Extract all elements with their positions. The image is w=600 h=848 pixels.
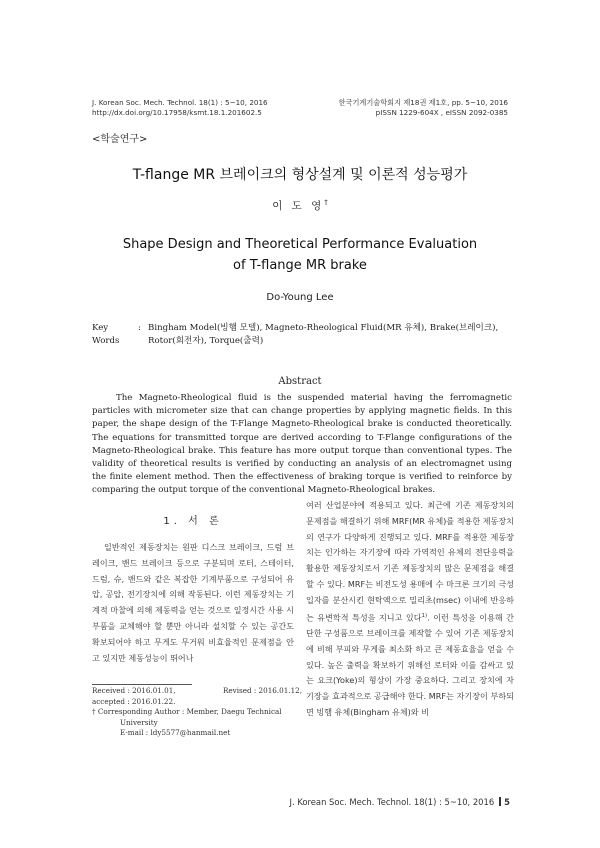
keywords [92, 322, 512, 348]
keywords-label: Key Words [92, 323, 120, 346]
affiliation-university: University [120, 717, 158, 727]
accepted-date: accepted : 2016.01.22. [92, 696, 176, 706]
corresponding-author: † Corresponding Author : Member, Daegu Technical [92, 707, 282, 716]
received-date: Received : 2016.01.01, [92, 686, 176, 695]
intro-right-text-b: . 이런 특성을 이용해 간단한 구성품으로 브레이크를 제작할 수 있어 기존 제동장치에 비해 부피와 무게를 최소화 하고 큰 제동효율을 얻을 수 있다. 높은 출력을 확보하기 위해선 로터와 이를 감싸고 있는 요크(Yoke)의 형상이 가장 중요하다. 그리고 장치에 자기장을 효과적으로 공급해야 한다. MRF는 자기장이 부하되면 빙햄 유체(Bingham 유체)와 비 [306, 612, 515, 718]
page-number: 5 [504, 797, 510, 807]
footnote-divider [92, 684, 192, 685]
journal-info-header [339, 98, 508, 118]
revised-date: Revised : 2016.01.12, [223, 686, 302, 695]
author-email[interactable]: E-mail : ldy5577@hanmail.net [120, 728, 231, 737]
footnote [92, 686, 302, 739]
korean-author [0, 198, 600, 213]
korean-title: T-flange MR 브레이크의 형상설계 및 이론적 성능평가 [132, 167, 468, 183]
issn-info: pISSN 1229-604X , eISSN 2092-0385 [375, 108, 508, 117]
english-author: Do-Young Lee [266, 292, 334, 303]
keywords-colon: : [138, 323, 141, 333]
intro-left-column: 일반적인 제동장치는 원판 디스크 브레이크, 드럼 브레이크, 밴드 브레이크 등으로 구분되며 로터, 스테이터, 드럼, 슈, 밴드와 같은 복잡한 기계부품으로 구성되어 유압, 공압, 전기장치에 의해 작동된다. 이런 제동장치는 기계적 마찰에 의해 제동력을 얻는 것으로 일정시간 사용 시 부품을 교체해야 할 뿐만 아니라 설치할 수 있는 공간도 확보되어야 하고 무게도 무거워 비효율적인 문제점을 안고 있지만 제동성능이 뛰어나 [92, 542, 294, 663]
article-category: <학술연구> [92, 134, 148, 145]
keywords-text: Bingham Model(빙햄 모델), Magneto-Rheological Fluid(MR 유체), Brake(브레이크), Rotor(회전자), Torque(출력) [148, 323, 499, 346]
footnote-dates [92, 686, 302, 697]
reference-mark: 1) [421, 612, 428, 619]
journal-korean-info: 한국기계기술학회지 제18권 제1호, pp. 5~10, 2016 [338, 98, 508, 107]
footer-citation: J. Korean Soc. Mech. Technol. 18(1) : 5~10, 2016 [289, 797, 495, 807]
english-title [0, 234, 600, 276]
korean-author-name: 이 도 영 [272, 200, 325, 212]
journal-citation: J. Korean Soc. Mech. Technol. 18(1) : 5~10, 2016 [92, 98, 268, 107]
abstract-heading: Abstract [278, 376, 322, 387]
english-title-line1: Shape Design and Theoretical Performance Evaluation [122, 237, 478, 252]
intro-right-text-a: 여러 산업분야에 적용되고 있다. 최근에 기존 제동장치의 문제점을 해결하기 위해 MRF(MR 유체)를 적용한 제동장치의 연구가 다양하게 진행되고 있다. MRF를 적용한 제동장치는 인가하는 자기장에 따라 가역적인 유체의 전단응력을 활용한 제동장치로서 기존 제동장치의 많은 문제점을 해결할 수 있다. MRF는 비전도성 용매에 수 마크론 크기의 극성 입자를 분산시킨 현탁액으로 밀리초(msec) 이내에 반응하는 유변학적 특성을 지니고 있다 [306, 500, 514, 623]
page-footer [290, 797, 510, 807]
footer-separator [499, 797, 501, 806]
journal-citation-header [92, 98, 268, 118]
english-title-line2: of T-flange MR brake [233, 258, 367, 273]
section-heading-introduction: 1. 서 론 [163, 516, 223, 527]
corresponding-mark: † [324, 198, 328, 207]
intro-right-column [306, 498, 514, 721]
doi-link[interactable]: http://dx.doi.org/10.17958/ksmt.18.1.201602.5 [92, 108, 262, 117]
abstract-text: The Magneto-Rheological fluid is the suspended material having the ferromagnetic particles with micrometer size that can change properties by applying magnetic fields. In this paper, the shape design of the T-Flange Magneto-Rheological brake is conducted theoretically. The equations for transmitted torque are derived according to T-Flange configurations of the Magneto-Rheological brake. This feature has more output torque than conventional types. The validity of theoretical results is verified by conducting an analysis of an electromagnet using the finite element method. Then the effectiveness of braking torque is verified to reinforce by comparing the output torque of the conventional Magneto-Rheological brakes. [92, 393, 512, 496]
